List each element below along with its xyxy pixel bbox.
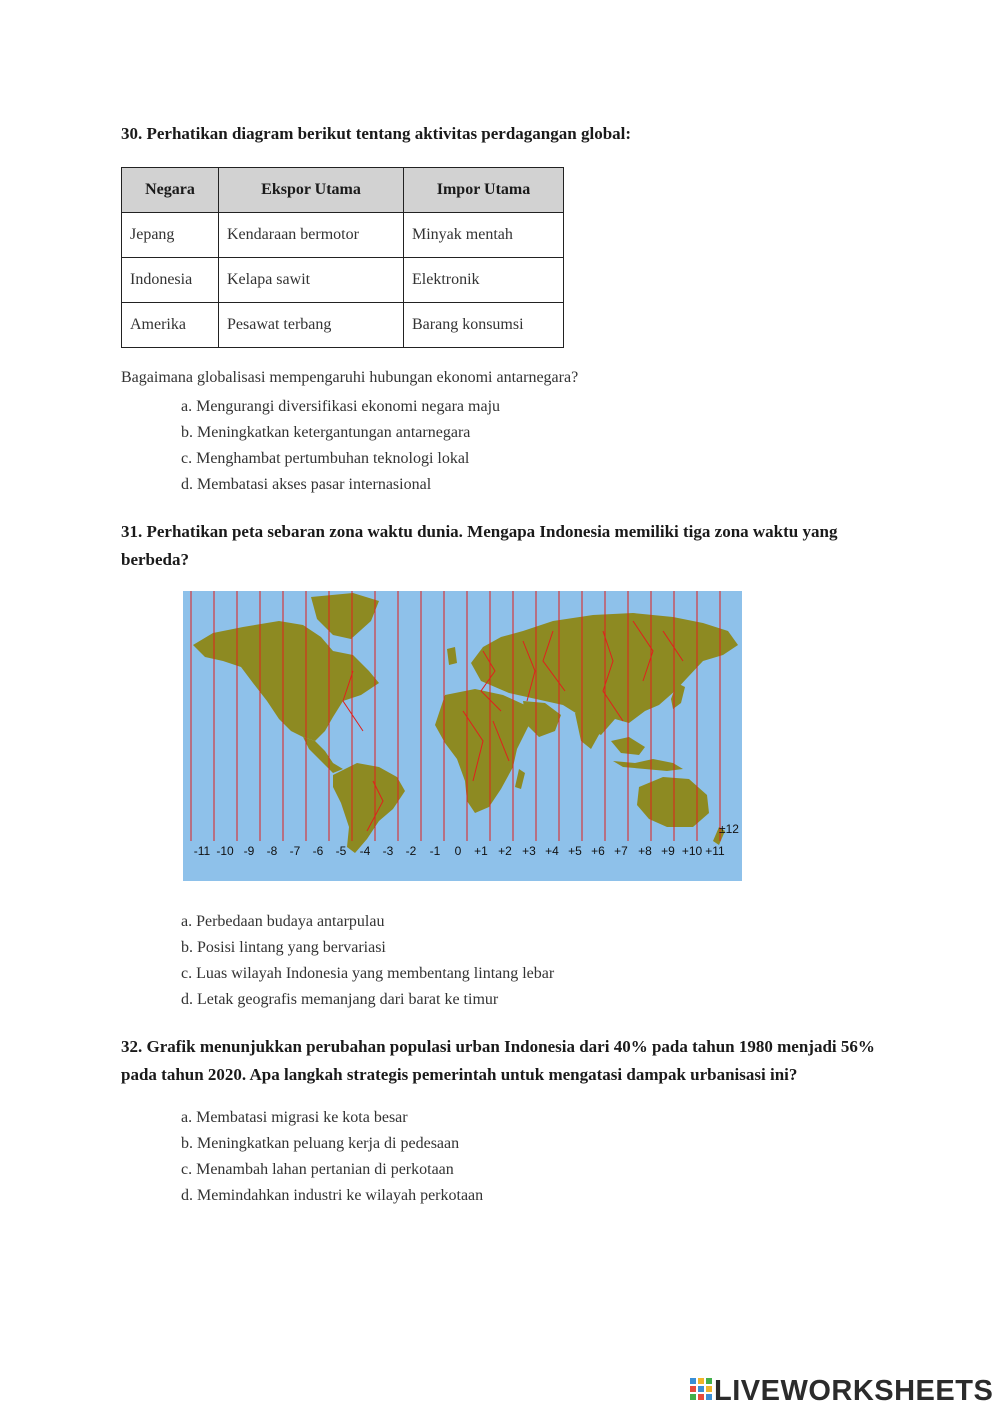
zone-label: -4 bbox=[359, 844, 371, 858]
zone-label: +3 bbox=[522, 844, 536, 858]
zone-label: -8 bbox=[266, 844, 278, 858]
header-negara: Negara bbox=[122, 168, 219, 213]
table-cell: Jepang bbox=[122, 213, 219, 258]
zone-label: -5 bbox=[335, 844, 347, 858]
zone-label: +4 bbox=[545, 844, 559, 858]
zone-label: +11 bbox=[705, 844, 725, 858]
table-cell: Barang konsumsi bbox=[404, 303, 564, 348]
zone-label: -2 bbox=[405, 844, 417, 858]
option-a[interactable]: a. Mengurangi diversifikasi ekonomi negara maju bbox=[181, 398, 501, 415]
question-31-title: 31. Perhatikan peta sebaran zona waktu dunia. Mengapa Indonesia memiliki tiga zona waktu yang berbeda? bbox=[121, 522, 838, 569]
zone-label: +10 bbox=[681, 844, 703, 858]
question-30-stem: Bagaimana globalisasi mempengaruhi hubungan ekonomi antarnegara? bbox=[121, 369, 579, 386]
liveworksheets-mark-icon bbox=[690, 1378, 712, 1402]
zone-label: +1 bbox=[474, 844, 488, 858]
zone-label: -10 bbox=[216, 844, 234, 858]
question-30-options bbox=[181, 394, 500, 498]
option-a[interactable]: a. Membatasi migrasi ke kota besar bbox=[181, 1109, 408, 1126]
zone-label: +2 bbox=[498, 844, 512, 858]
table-cell: Elektronik bbox=[404, 258, 564, 303]
option-b[interactable]: b. Meningkatkan peluang kerja di pedesaan bbox=[181, 1135, 460, 1152]
option-a[interactable]: a. Perbedaan budaya antarpulau bbox=[181, 913, 385, 930]
table-row bbox=[122, 213, 564, 258]
zone-label: +6 bbox=[591, 844, 605, 858]
liveworksheets-logo-text: LIVEWORKSHEETS bbox=[714, 1375, 994, 1407]
zone-label: -11 bbox=[193, 844, 211, 858]
option-d[interactable]: d. Letak geografis memanjang dari barat ke timur bbox=[181, 991, 499, 1008]
header-ekspor: Ekspor Utama bbox=[219, 168, 404, 213]
table-cell: Kendaraan bermotor bbox=[219, 213, 404, 258]
zone-label: -1 bbox=[429, 844, 441, 858]
option-b[interactable]: b. Meningkatkan ketergantungan antarnegara bbox=[181, 424, 471, 441]
table-row bbox=[122, 303, 564, 348]
option-c[interactable]: c. Luas wilayah Indonesia yang membentang lintang lebar bbox=[181, 965, 555, 982]
table-cell: Amerika bbox=[122, 303, 219, 348]
table-cell: Minyak mentah bbox=[404, 213, 564, 258]
option-c[interactable]: c. Menghambat pertumbuhan teknologi lokal bbox=[181, 450, 470, 467]
zone-label: +8 bbox=[638, 844, 652, 858]
time-zone-map bbox=[183, 591, 742, 881]
zone-label: -9 bbox=[243, 844, 255, 858]
question-32-title: 32. Grafik menunjukkan perubahan populasi urban Indonesia dari 40% pada tahun 1980 menjadi 56% pada tahun 2020. Apa langkah strategis pemerintah untuk mengatasi dampak urbanisasi ini? bbox=[121, 1037, 875, 1084]
zone-label: -3 bbox=[382, 844, 394, 858]
trade-table-header bbox=[122, 168, 564, 213]
table-cell: Kelapa sawit bbox=[219, 258, 404, 303]
zone-label: +5 bbox=[568, 844, 582, 858]
trade-table bbox=[121, 167, 564, 348]
question-32-options bbox=[181, 1105, 483, 1209]
zone-label: +7 bbox=[614, 844, 628, 858]
table-cell: Pesawat terbang bbox=[219, 303, 404, 348]
header-impor: Impor Utama bbox=[404, 168, 564, 213]
option-d[interactable]: d. Memindahkan industri ke wilayah perkotaan bbox=[181, 1187, 484, 1204]
zone-label: +9 bbox=[661, 844, 675, 858]
option-c[interactable]: c. Menambah lahan pertanian di perkotaan bbox=[181, 1161, 454, 1178]
table-cell: Indonesia bbox=[122, 258, 219, 303]
question-30-title: 30. Perhatikan diagram berikut tentang aktivitas perdagangan global: bbox=[121, 124, 632, 143]
zone-label-corner: ±12 bbox=[719, 822, 739, 836]
option-d[interactable]: d. Membatasi akses pasar internasional bbox=[181, 476, 432, 493]
option-b[interactable]: b. Posisi lintang yang bervariasi bbox=[181, 939, 386, 956]
question-31-options bbox=[181, 909, 554, 1013]
zone-label: -6 bbox=[312, 844, 324, 858]
liveworksheets-logo bbox=[690, 1375, 993, 1408]
zone-label: 0 bbox=[454, 844, 462, 858]
zone-label: -7 bbox=[289, 844, 301, 858]
table-row bbox=[122, 258, 564, 303]
